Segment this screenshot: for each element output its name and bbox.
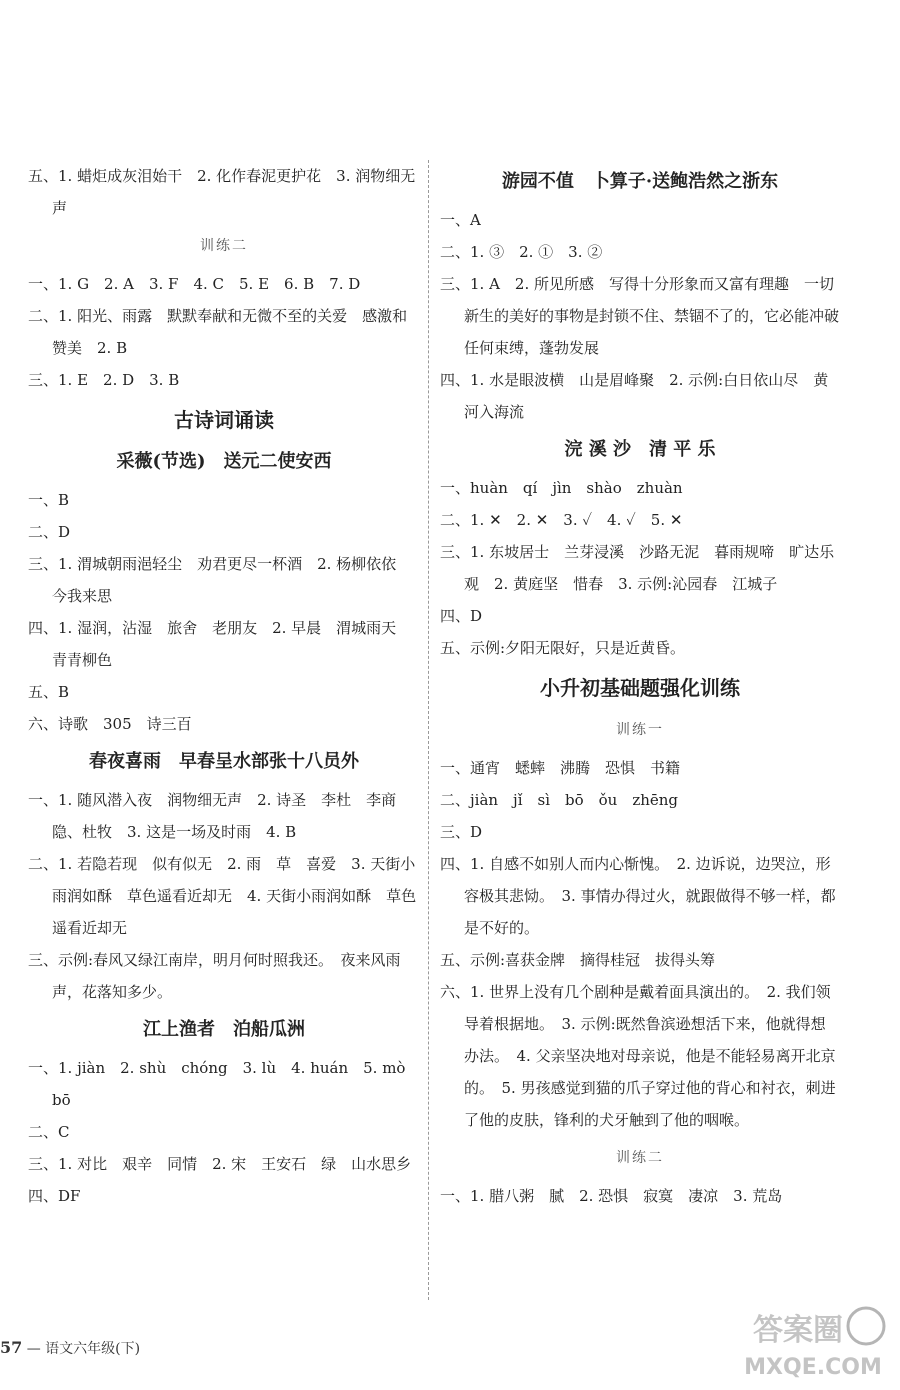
subsection-title: 训练一 (616, 722, 664, 738)
answer-item: 一、1. 随风潜入夜 润物细无声 2. 诗圣 李杜 李商隐、杜牧 3. 这是一场及时雨 4. B (28, 791, 397, 841)
answer-item: 四、DF (28, 1187, 81, 1205)
answer-item: 四、D (440, 607, 483, 625)
page-number: 57 (0, 1338, 23, 1357)
section-title: 采薇(节选) 送元二使安西 (116, 451, 332, 472)
subsection-title: 训练二 (200, 238, 248, 254)
answer-item: 二、1. ✕ 2. ✕ 3. ✓ 4. ✓ 5. ✕ (440, 511, 683, 529)
section-title: 小升初基础题强化训练 (540, 676, 740, 700)
answer-item: 五、1. 蜡炬成灰泪始干 2. 化作春泥更护花 3. 润物细无声 (28, 167, 416, 217)
answer-item: 五、示例:夕阳无限好，只是近黄昏。 (440, 639, 686, 657)
answer-item: 二、1. 若隐若现 似有似无 2. 雨 草 喜爱 3. 天街小雨润如酥 草色遥看近却无 4. 天街小雨润如酥 草色遥看近却无 (28, 855, 417, 937)
left-column (28, 160, 420, 1212)
watermark-line2: MXQE.COM (744, 1355, 882, 1380)
answer-item: 五、示例:喜获金牌 摘得桂冠 拔得头筹 (440, 951, 716, 969)
answer-item: 三、1. 东坡居士 兰芽浸溪 沙路无泥 暮雨规啼 旷达乐观 2. 黄庭坚 惜春 3. 示例:沁园春 江城子 (440, 543, 835, 593)
section-title: 春夜喜雨 早春呈水部张十八员外 (89, 751, 359, 772)
subsection-title: 训练二 (616, 1150, 664, 1166)
answer-item: 三、1. 对比 艰辛 同情 2. 宋 王安石 绿 山水思乡 (28, 1155, 412, 1173)
answer-item: 三、D (440, 823, 483, 841)
right-column (440, 160, 840, 1212)
answer-item: 三、1. 渭城朝雨浥轻尘 劝君更尽一杯酒 2. 杨柳依依 今我来思 (28, 555, 412, 605)
answer-item: 四、1. 湿润，沾湿 旅舍 老朋友 2. 早晨 渭城雨天 青青柳色 (28, 619, 412, 669)
answer-item: 一、A (440, 211, 481, 229)
answer-item: 一、B (28, 491, 70, 509)
watermark-logo (738, 1302, 888, 1382)
section-title: 江上渔者 泊船瓜洲 (143, 1019, 305, 1040)
answer-item: 一、huàn qí jìn shào zhuàn (440, 479, 683, 497)
answer-item: 一、1. jiàn 2. shù chóng 3. lù 4. huán 5. mò bō (28, 1059, 421, 1109)
section-title: 游园不值 卜算子·送鲍浩然之浙东 (501, 171, 779, 192)
answer-item: 三、1. E 2. D 3. B (28, 371, 180, 389)
section-title: 浣 溪 沙 清 平 乐 (564, 439, 716, 460)
book-title: — 语文六年级(下) (26, 1341, 141, 1357)
answer-item: 一、1. G 2. A 3. F 4. C 5. E 6. B 7. D (28, 275, 361, 293)
answer-item: 二、jiàn jǐ sì bō ǒu zhēng (440, 791, 679, 809)
answer-item: 三、1. A 2. 所见所感 写得十分形象而又富有理趣 一切新生的美好的事物是封锁不住、禁锢不了的，它必能冲破任何束缚，蓬勃发展 (440, 275, 840, 357)
page-footer (0, 1338, 140, 1358)
answer-item: 六、诗歌 305 诗三百 (28, 715, 192, 733)
column-divider (428, 160, 429, 1300)
answer-item: 四、1. 水是眼波横 山是眉峰聚 2. 示例:白日依山尽 黄河入海流 (440, 371, 829, 421)
answer-item: 二、1. 阳光、雨露 默默奉献和无微不至的关爱 感激和赞美 2. B (28, 307, 408, 357)
watermark-line1: 答案圈 (753, 1313, 843, 1348)
section-title: 古诗词诵读 (174, 408, 274, 432)
answer-item: 五、B (28, 683, 70, 701)
answer-item: 三、示例:春风又绿江南岸，明月何时照我还。 夜来风雨声，花落知多少。 (28, 951, 401, 1001)
answer-item: 二、1. ③ 2. ① 3. ② (440, 243, 603, 261)
answer-item: 二、D (28, 523, 71, 541)
answer-item: 一、通宵 蟋蟀 沸腾 恐惧 书籍 (440, 759, 681, 777)
answer-item: 四、1. 自感不如别人而内心惭愧。 2. 边诉说，边哭泣，形容极其悲恸。 3. 事情办得过火，就跟做得不够一样，都是不好的。 (440, 855, 836, 937)
answer-item: 一、1. 腊八粥 腻 2. 恐惧 寂寞 凄凉 3. 荒岛 (440, 1187, 783, 1205)
answer-item: 六、1. 世界上没有几个剧种是戴着面具演出的。 2. 我们领导着根据地。 3. 示例:既然鲁滨逊想活下来，他就得想办法。 4. 父亲坚决地对母亲说，他是不能轻易离开北京的。 5. 男孩感觉到猫的爪子穿过他的背心和衬衣，刺进了他的皮肤，锋利的犬牙触到了他的咽喉。 (440, 983, 836, 1129)
answer-item: 二、C (28, 1123, 70, 1141)
